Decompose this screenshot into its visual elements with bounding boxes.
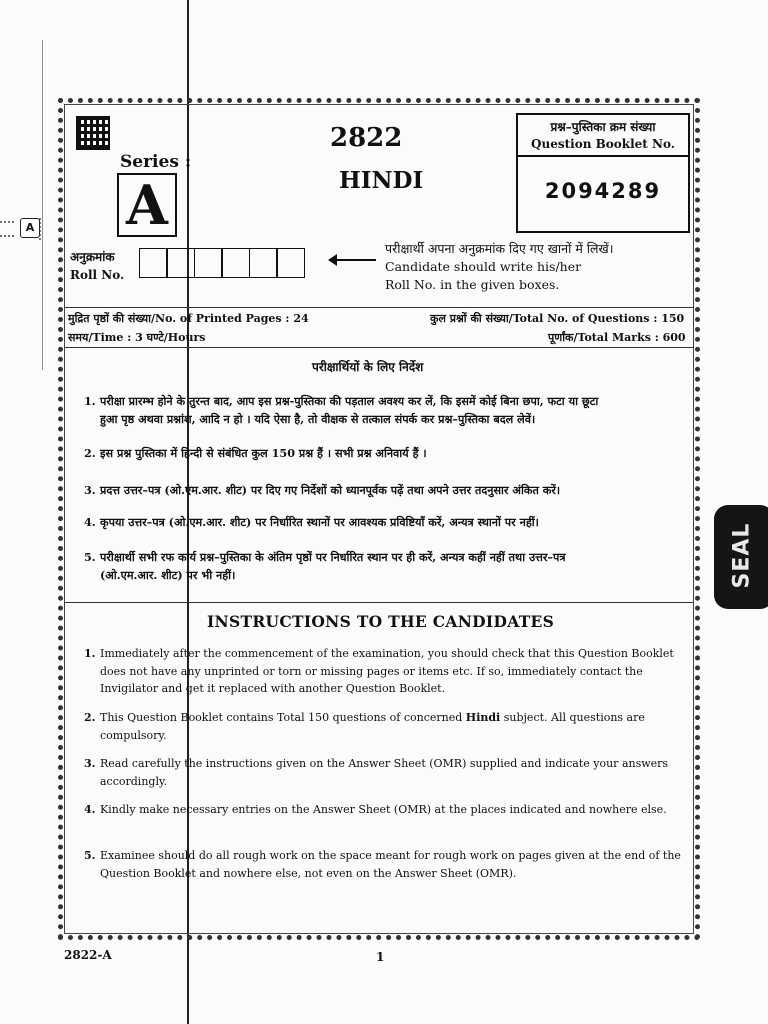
scan-line-left (42, 40, 43, 370)
hindi-instruction-text-cont: हुआ पृष्ठ अथवा प्रश्नांश, आदि न हो । यदि ऐसा है, तो वीक्षक से तत्काल संपर्क कर प्रश्न–पुस्तिका बदल लेवें। (100, 412, 536, 426)
total-marks: पूर्णांक/Total Marks : 600 (548, 331, 686, 344)
english-instruction-number: 4. (84, 803, 96, 816)
subject-emphasis: Hindi (465, 711, 501, 724)
roll-label-hindi: अनुक्रमांक (70, 250, 115, 264)
booklet-header (518, 115, 688, 157)
hindi-instruction-2 (84, 444, 690, 462)
footer-paper-code: 2822-A (64, 948, 112, 962)
english-instruction-5 (84, 847, 682, 880)
hindi-instruction-1 (84, 392, 690, 428)
english-instruction-2 (84, 709, 682, 742)
roll-note-hindi: परीक्षार्थी अपना अनुक्रमांक दिए गए खानों में लिखें। (385, 241, 614, 256)
roll-label-english: Roll No. (70, 268, 125, 282)
english-instruction-3 (84, 755, 682, 788)
english-instruction-number: 1. (84, 647, 96, 660)
page-number: 1 (376, 950, 385, 964)
hindi-instruction-text: प्रदत्त उत्तर–पत्र (ओ.एम.आर. शीट) पर दिए गए निर्देशों को ध्यानपूर्वक पढ़ें तथा अपने उत्तर तदनुसार अंकित करें। (100, 483, 561, 497)
booklet-label-english: Question Booklet No. (531, 137, 675, 152)
english-instruction-number: 3. (84, 757, 96, 770)
english-instruction-text: Immediately after the commencement of the examination, you should check that this Question Booklet does not have any unprinted or torn or missing pages or items etc. If so, immediately contact the Invigilator and get it replaced with another Question Booklet. (100, 647, 674, 695)
exam-time: समय/Time : 3 घण्टे/Hours (68, 331, 206, 344)
roll-digit-box[interactable] (221, 248, 250, 278)
english-instruction-4 (84, 801, 682, 819)
series-box (117, 173, 177, 237)
hindi-instruction-5 (84, 548, 690, 584)
roll-label (70, 248, 124, 284)
english-instruction-text (100, 709, 682, 744)
hindi-instructions-title: परीक्षार्थियों के लिए निर्देश (312, 360, 424, 374)
paper-code: 2822 (330, 123, 403, 153)
roll-digit-box[interactable] (194, 248, 223, 278)
hindi-instruction-number: 3. (84, 483, 96, 497)
roll-note-english-2: Roll No. in the given boxes. (385, 277, 560, 292)
booklet-number: 2094289 (544, 179, 662, 203)
roll-digit-box[interactable] (276, 248, 305, 278)
series-value: A (126, 173, 168, 237)
english-instructions-title: INSTRUCTIONS TO THE CANDIDATES (207, 612, 555, 631)
english-instruction-text: Read carefully the instructions given on the Answer Sheet (OMR) supplied and indicate your answers accordingly. (100, 757, 669, 788)
hindi-instruction-number: 5. (84, 550, 96, 564)
side-tab-label: A (20, 218, 40, 238)
roll-digit-box[interactable] (166, 248, 195, 278)
roll-note (385, 240, 613, 294)
series-label: Series : (120, 152, 192, 172)
roll-digit-box[interactable] (139, 248, 168, 278)
seal-label: SEAL (729, 522, 755, 589)
side-tab (0, 214, 44, 244)
roll-number-boxes[interactable] (140, 248, 305, 278)
roll-digit-box[interactable] (249, 248, 278, 278)
hindi-instruction-4 (84, 513, 690, 531)
roll-note-english-1: Candidate should write his/her (385, 259, 582, 274)
english-instruction-text-part: subject. All questions are compulsory. (100, 711, 645, 742)
hindi-instruction-number: 4. (84, 515, 96, 529)
booklet-label-hindi: प्रश्न–पुस्तिका क्रम संख्या (550, 120, 656, 134)
total-questions: कुल प्रश्नों की संख्या/Total No. of Questions : 150 (430, 312, 685, 325)
divider-meta-top (65, 307, 693, 308)
hindi-instruction-3 (84, 481, 690, 499)
english-instruction-number: 5. (84, 849, 96, 862)
english-instruction-1 (84, 645, 682, 695)
hindi-instruction-text: परीक्षार्थी सभी रफ कार्य प्रश्न–पुस्तिका के अंतिम पृष्ठों पर निर्धारित स्थान पर ही करें, अन्यत्र कहीं नहीं तथा उत्तर–पत्र (100, 550, 566, 564)
hindi-instruction-text: कृपया उत्तर–पत्र (ओ.एम.आर. शीट) पर निर्धारित स्थानों पर आवश्यक प्रविष्टियाँ करें, अन्यत्र स्थानों पर नहीं। (100, 515, 539, 529)
left-arrow-icon (336, 259, 376, 261)
hindi-instruction-text-cont: (ओ.एम.आर. शीट) पर भी नहीं। (100, 568, 236, 582)
hindi-instruction-number: 1. (84, 394, 96, 408)
hindi-instruction-text: इस प्रश्न पुस्तिका में हिन्दी से संबंधित कुल 150 प्रश्न हैं । सभी प्रश्न अनिवार्य हैं । (100, 446, 427, 460)
hindi-instruction-text: परीक्षा प्रारम्भ होने के तुरन्त बाद, आप इस प्रश्न-पुस्तिका की पड़ताल अवश्य कर लें, कि इसमें कोई बिना छपा, फटा या छूटा (100, 394, 599, 408)
hindi-instruction-number: 2. (84, 446, 96, 460)
english-instruction-number: 2. (84, 711, 96, 724)
english-instruction-text: Kindly make necessary entries on the Answer Sheet (OMR) at the places indicated and nowhere else. (100, 803, 667, 816)
subject-title: HINDI (339, 167, 424, 194)
seal-tab (714, 505, 768, 609)
printed-pages: मुद्रित पृष्ठों की संख्या/No. of Printed Pages : 24 (68, 312, 309, 325)
english-instruction-text: Examinee should do all rough work on the space meant for rough work on pages given at the end of the Question Booklet and nowhere else, not even on the Answer Sheet (OMR). (100, 849, 681, 880)
english-instruction-text-part: This Question Booklet contains Total 150 questions of concerned (100, 711, 466, 724)
booklet-number-box (516, 113, 690, 233)
qr-code-icon (76, 116, 110, 150)
divider-language (65, 602, 693, 603)
divider-meta-bottom (65, 347, 693, 348)
